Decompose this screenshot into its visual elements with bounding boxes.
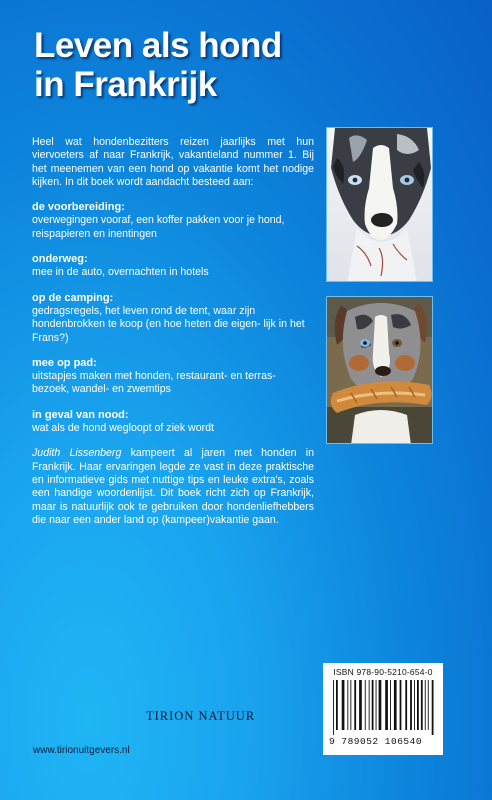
section-heading: in geval van nood: [32, 408, 129, 421]
section-emergency [32, 409, 314, 436]
barcode-bar [342, 680, 345, 730]
barcode-bar [369, 680, 370, 730]
isbn-label: ISBN 978-90-5210-654-0 [333, 667, 433, 677]
section-text: gedragsregels, het leven rond de tent, waar zijn hondenbrokken te koop (en hoe heten die eigen- lijk in het Frans?) [32, 304, 305, 344]
section-text: uitstapjes maken met honden, restaurant- en terras- bezoek, wandel- en zwemtips [32, 370, 276, 396]
publisher-website: www.tirionuitgevers.nl [33, 745, 130, 756]
barcode-bar [390, 680, 391, 730]
author-paragraph [32, 447, 314, 527]
barcode-bar [376, 680, 377, 730]
blurb [32, 136, 314, 539]
section-preparation [32, 201, 314, 241]
dog-snow-illustration [327, 128, 433, 282]
title-line-1: Leven als hond [34, 26, 282, 65]
dog-photo-snow [326, 127, 433, 282]
section-heading: mee op pad: [32, 356, 97, 369]
barcode-bar [428, 680, 429, 730]
title-line-2: in Frankrijk [34, 65, 217, 104]
barcode-bar [379, 680, 382, 730]
barcode-bar [365, 680, 366, 730]
dog-photo-baguette [326, 296, 433, 444]
barcode-bar [333, 680, 334, 735]
barcode-bar [359, 680, 362, 730]
barcode-box [323, 663, 443, 755]
barcode-bar [405, 680, 407, 730]
barcode-digits: 9 789052 106540 [329, 736, 423, 747]
barcode-bar [410, 680, 412, 730]
dog-baguette-illustration [327, 297, 433, 444]
author-name: Judith Lissenberg [32, 447, 122, 460]
book-title [34, 26, 282, 104]
barcode-bar [394, 680, 397, 730]
barcode-bar [336, 680, 338, 730]
barcode-graphic [329, 680, 437, 735]
barcode-bar [417, 680, 419, 730]
section-heading: op de camping: [32, 291, 114, 304]
barcode-bar [372, 680, 374, 730]
barcode-bar [421, 680, 423, 730]
publisher-name: TIRION NATUUR [146, 709, 256, 723]
section-text: mee in de auto, overnachten in hotels [32, 266, 209, 279]
section-camping [32, 292, 314, 345]
section-on-the-road [32, 253, 314, 280]
section-text: overwegingen vooraf, een koffer pakken voor je hond, reispapieren en inentingen [32, 214, 285, 240]
intro-paragraph: Heel wat hondenbezitters reizen jaarlijks met hun viervoeters af naar Frankrijk, vakantieland nummer 1. Bij het meenemen van een hond op vakantie komt het nodige kijken. In dit boek wordt aandacht besteed aan: [32, 136, 314, 188]
barcode-bar [385, 680, 388, 730]
barcode-bar [400, 680, 402, 730]
author-text: kampeert al jaren met honden in Frankrijk. Haar ervaringen legde ze vast in deze praktische en informatieve gids met nuttige tips en leuke extra's, zoals een handige woordenlijst. Dit boek richt zich op Frankrijk, maar is natuurlijk ook te gebruiken door hondenliefhebbers die naar een ander land op (kampeer)vakantie gaan. [32, 447, 314, 526]
section-heading: onderweg: [32, 253, 88, 266]
section-heading: de voorbereiding: [32, 201, 125, 214]
barcode-bar [354, 680, 356, 730]
section-text: wat als de hond wegloopt of ziek wordt [32, 422, 214, 435]
barcode-bar [347, 680, 348, 730]
barcode-bar [432, 680, 434, 735]
barcode-bar [414, 680, 415, 730]
section-outings [32, 357, 314, 397]
barcode-bar [425, 680, 426, 730]
barcode-bar [350, 680, 351, 730]
